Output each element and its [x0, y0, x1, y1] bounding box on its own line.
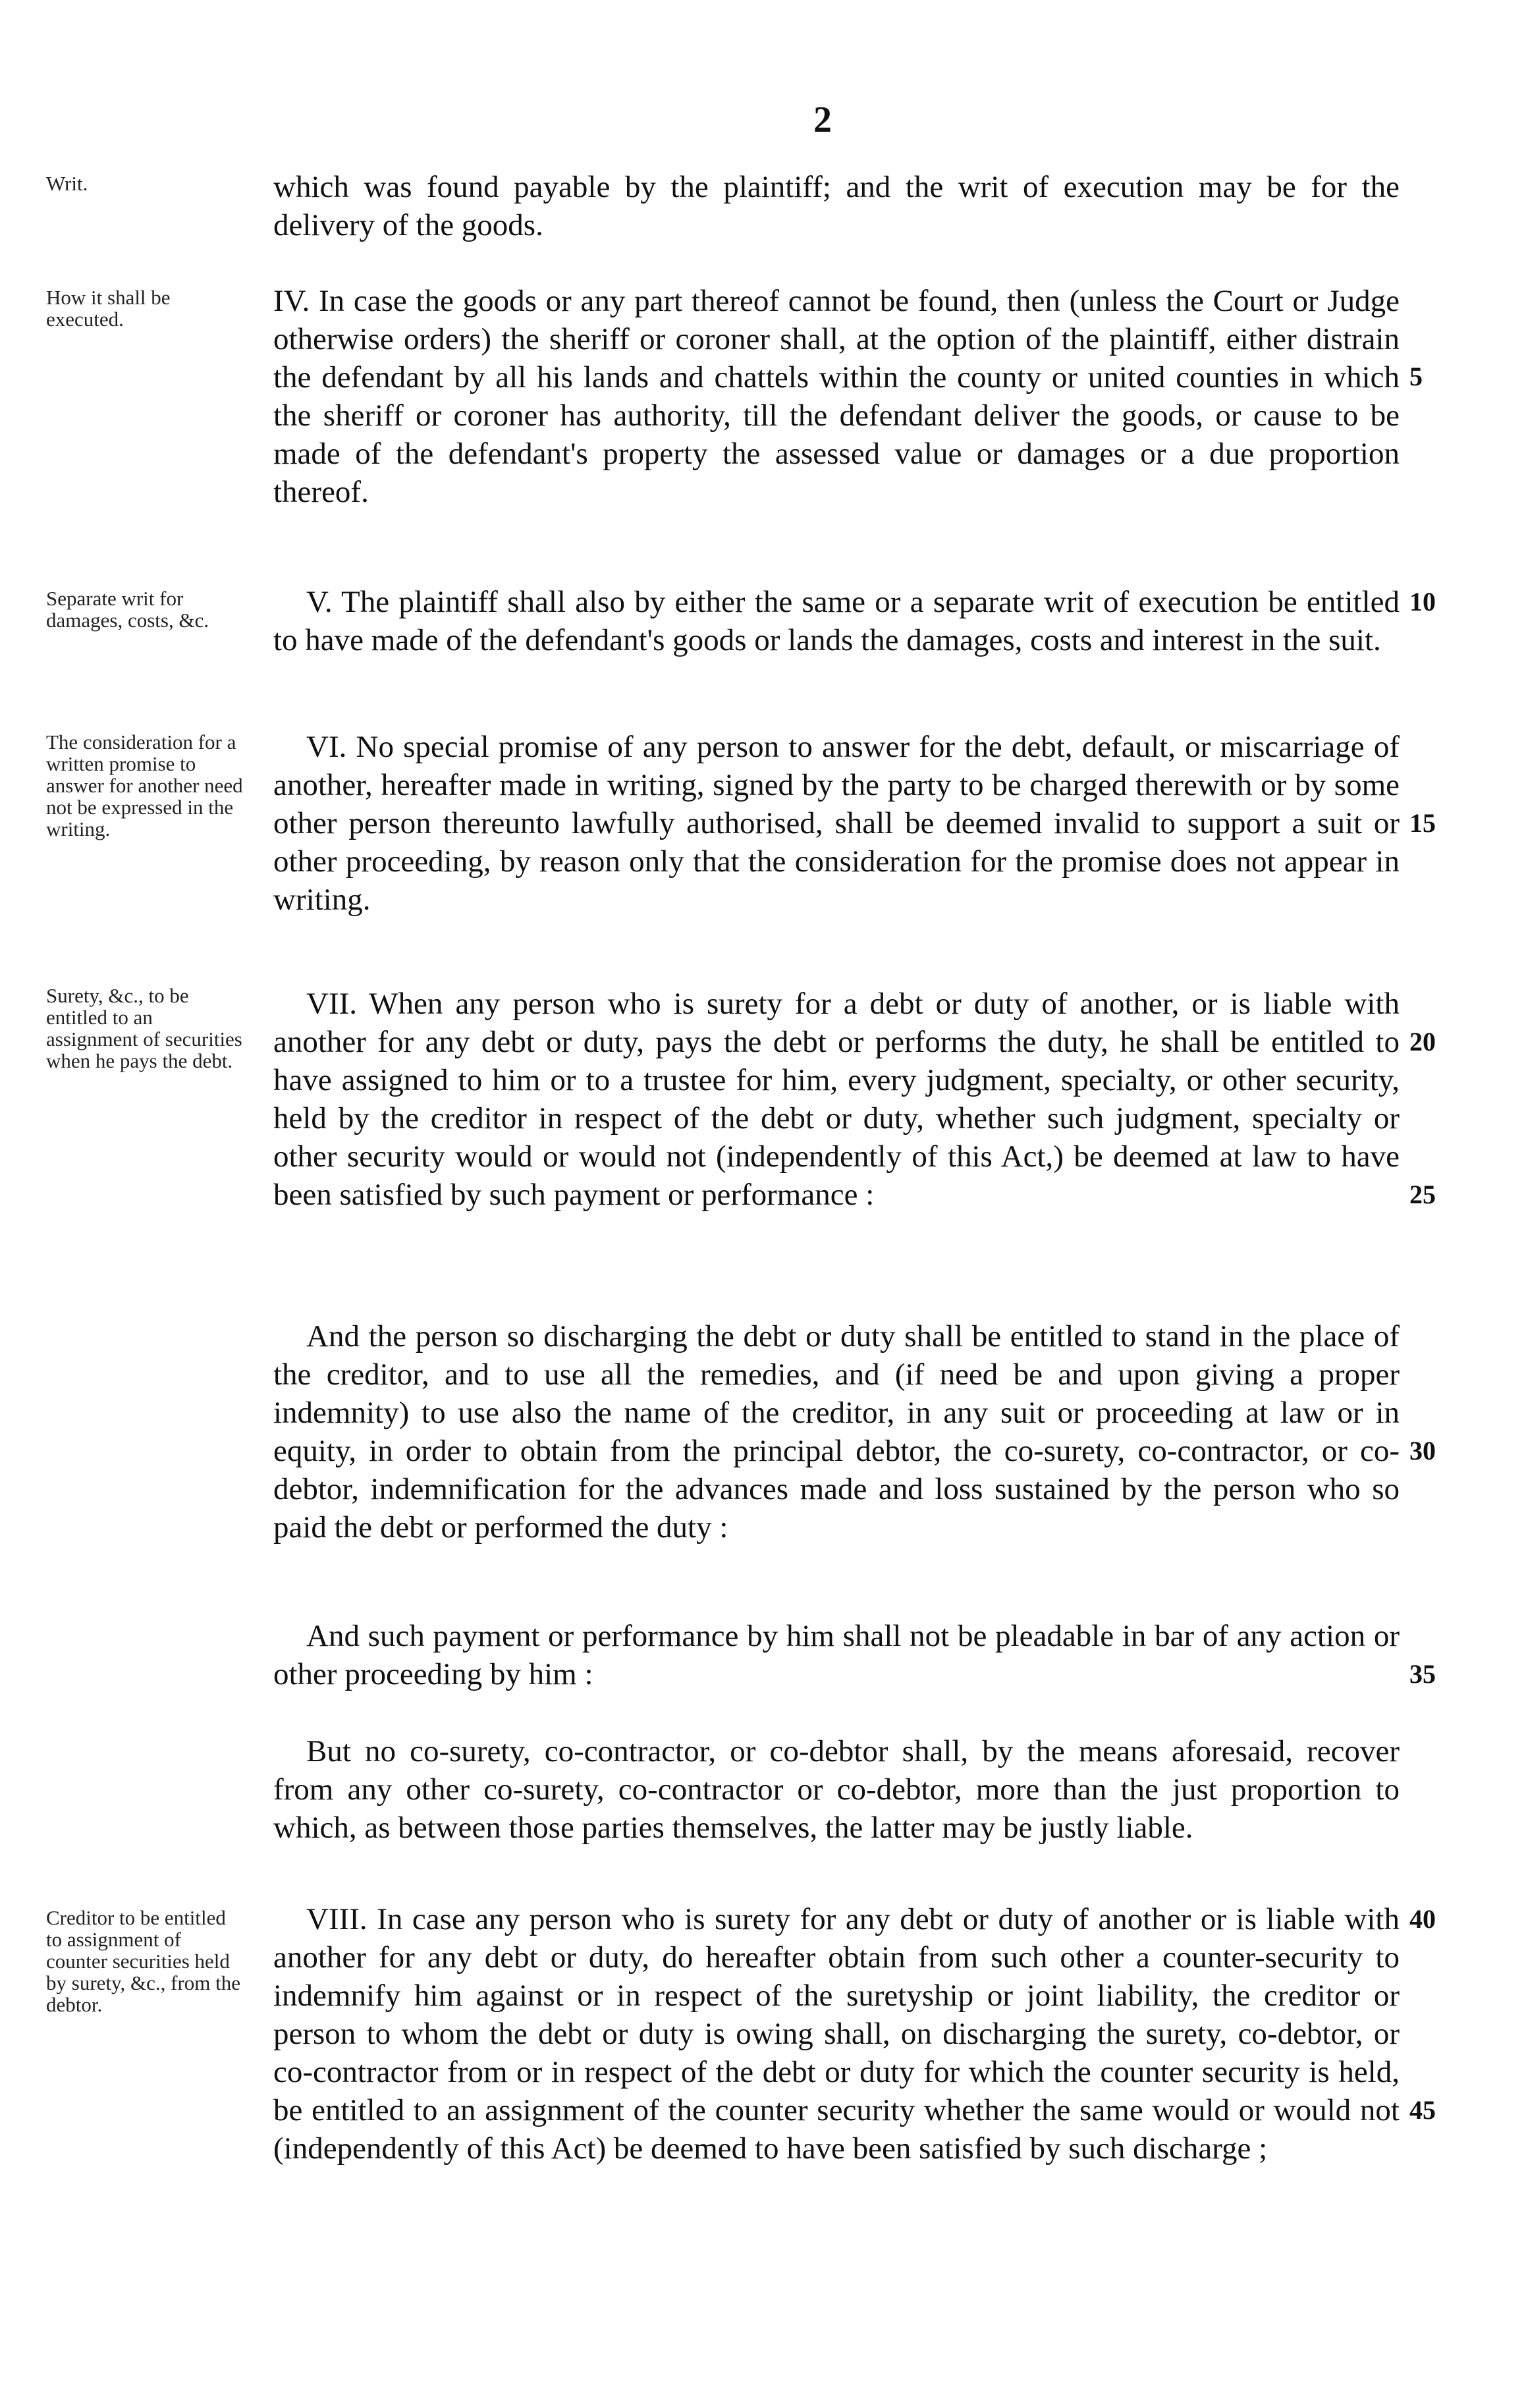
- body-paragraph: But no co-surety, co-contractor, or co-debtor shall, by the means aforesaid, recover from any other co-surety, co-contractor or co-debtor, more than the just proportion to which, as between those parties themselves, the latter may be justly liable.: [273, 1734, 1400, 1845]
- body-paragraph: And such payment or performance by him shall not be pleadable in bar of any action or other proceeding by him :: [273, 1619, 1400, 1691]
- margin-note: How it shall be executed.: [46, 286, 171, 331]
- body-paragraph: which was found payable by the plaintiff; and the writ of execution may be for the delivery of the goods.: [273, 170, 1400, 242]
- margin-note: Creditor to be entitled to assignment of counter securities held by surety, &c., from the debtor.: [46, 1906, 240, 2016]
- line-number: 25: [1409, 1180, 1436, 1209]
- line-number: 5: [1409, 362, 1423, 391]
- margin-note: Writ.: [46, 172, 88, 195]
- margin-note: Surety, &c., to be entitled to an assignment of securities when he pays the debt.: [46, 984, 242, 1072]
- line-number: 10: [1409, 587, 1436, 616]
- body-paragraph: VIII. In case any person who is surety for any debt or duty of another or is liable with another for any debt or duty, do hereafter obtain from such other a counter-security to indemnify him against or in respect of the suretyship or joint liability, the creditor or person to whom the debt or duty is owing shall, on discharging the surety, co-debtor, or co-contractor from or in respect of the debt or duty for which the counter security is held, be entitled to an assignment of the counter security whether the same would or would not (independently of this Act) be deemed to have been satisfied by such discharge ;: [273, 1902, 1400, 2166]
- page-number: 2: [813, 99, 832, 140]
- line-number: 20: [1409, 1027, 1436, 1056]
- body-paragraph: And the person so discharging the debt or duty shall be entitled to stand in the place of the creditor, and to use all the remedies, and (if need be and upon giving a proper indemnity) to use also the name of the creditor, in any suit or proceeding at law or in equity, in order to obtain from the principal debtor, the co-surety, co-contractor, or co-debtor, indemnification for the advances made and loss sustained by the person who so paid the debt or performed the duty :: [273, 1319, 1400, 1545]
- body-paragraph: V. The plaintiff shall also by either the same or a separate writ of execution be entitled to have made of the defendant's goods or lands the damages, costs and interest in the suit.: [273, 585, 1400, 657]
- body-paragraph: VII. When any person who is surety for a debt or duty of another, or is liable with another for any debt or duty, pays the debt or performs the duty, he shall be entitled to have assigned to him or to a trustee for him, every judgment, specialty, or other security, held by the creditor in respect of the debt or duty, whether such judgment, specialty or other security would or would not (independently of this Act,) be deemed at law to have been satisfied by such payment or performance :: [273, 987, 1400, 1212]
- line-number: 45: [1409, 2095, 1436, 2125]
- line-number: 15: [1409, 808, 1436, 838]
- margin-note: The consideration for a written promise to answer for another need not be expressed in the writing.: [46, 730, 243, 840]
- line-number: 35: [1409, 1659, 1436, 1689]
- margin-note: Separate writ for damages, costs, &c.: [46, 587, 209, 632]
- line-number: 40: [1409, 1904, 1436, 1934]
- line-number: 30: [1409, 1436, 1436, 1465]
- body-paragraph: VI. No special promise of any person to answer for the debt, default, or miscarriage of another, hereafter made in writing, signed by the party to be charged therewith or by some other person thereunto lawfully authorised, shall be deemed invalid to support a suit or other proceeding, by reason only that the consideration for the promise does not appear in writing.: [273, 730, 1400, 917]
- body-paragraph: IV. In case the goods or any part thereof cannot be found, then (unless the Court or Judge otherwise orders) the sheriff or coroner shall, at the option of the plaintiff, either distrain the defendant by all his lands and chattels within the county or united counties in which the sheriff or coroner has authority, till the defendant deliver the goods, or cause to be made of the defendant's property the assessed value or damages or a due proportion thereof.: [273, 284, 1400, 509]
